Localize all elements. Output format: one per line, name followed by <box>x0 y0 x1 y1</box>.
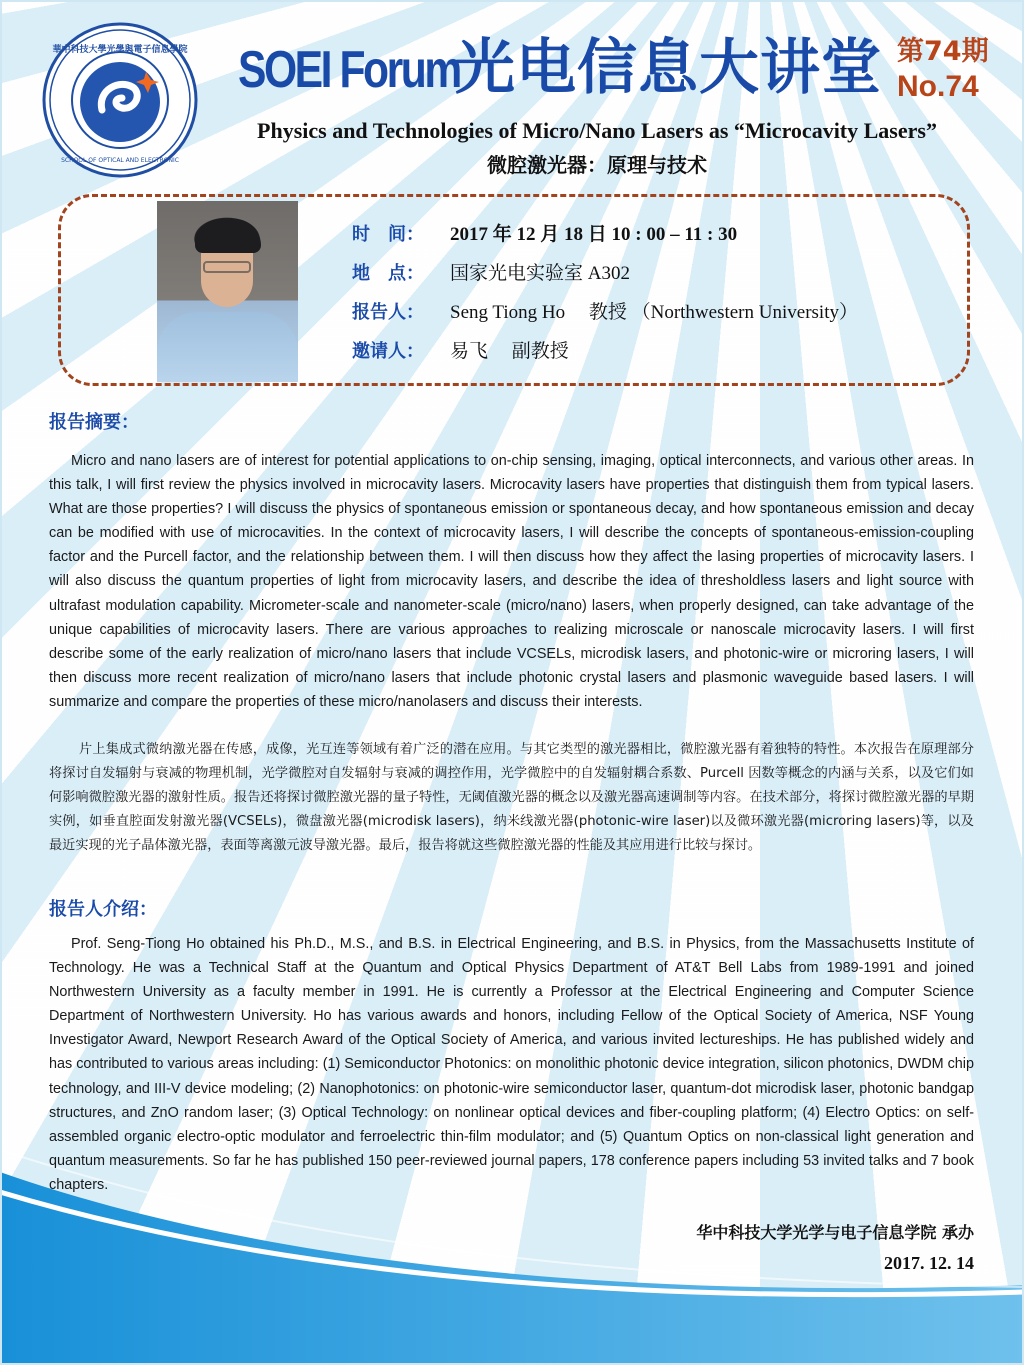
speaker-value: Seng Tiong Ho 教授 （Northwestern University） <box>450 302 858 323</box>
abstract-heading: 报告摘要： <box>49 412 139 433</box>
time-label: 时 间： <box>352 224 424 245</box>
forum-title-cn: 光电信息大讲堂 <box>455 33 882 103</box>
svg-text:SCHOOL OF OPTICAL AND ELECTRON: SCHOOL OF OPTICAL AND ELECTRONIC <box>61 157 179 164</box>
location-label: 地 点： <box>352 263 424 284</box>
host-value: 易飞 副教授 <box>450 341 569 362</box>
location-value: 国家光电实验室 A302 <box>450 263 630 284</box>
host-label: 邀请人： <box>352 341 424 362</box>
abstract-paragraph-cn: 片上集成式微纳激光器在传感，成像，光互连等领域有着广泛的潜在应用。与其它类型的激光器相比，微腔激光器有着独特的特性。本次报告在原理部分将探讨自发辐射与衰减的物理机制，光学微腔对自发辐射与衰减的调控作用，光学微腔中的自发辐射耦合系数、Purcell 因数等概念的内涵与关系，以及它们如何影响微腔激光器的激射性质。报告还将探讨微腔激光器的量子特性，无阈值激光器的概念以及激光器高速调制等内容。在技术部分，将探讨微腔激光器的早期实例，如垂直腔面发射激光器(VCSELs)，微盘激光器(microdisk lasers)，纳米线激光器(photonic-wire laser)以及微环激光器(microring lasers)等，以及最近实现的光子晶体激光器，表面等离激元波导激光器。最后，报告将就这些微腔激光器的性能及其应用进行比较与探讨。 <box>49 742 974 854</box>
forum-title-en: SOEI Forum <box>238 41 460 99</box>
publish-date: 2017. 12. 14 <box>884 1253 974 1273</box>
info-row-speaker <box>352 298 858 328</box>
speaker-photo <box>157 201 298 382</box>
bio-paragraph: Prof. Seng-Tiong Ho obtained his Ph.D., M.S., and B.S. in Electrical Engineering, and B.S. in Physics, from the Massachusetts Institute of Technology. He was a Technical Staff at the Quantum and Optical Physics Department of AT&T Bell Labs from 1989-1991 and joined Northwestern University as a faculty member in 1991. He is currently a Professor at the Electrical Engineering and Computer Science Department of Northwestern University. Ho has various awards and honors, including Fellow of the Optical Society of America, NSF Young Investigator Award, Newport Research Award of the Optical Society of America, and various invited lectureships. He has published widely and has contributed to various areas including: (1) Semiconductor Photonics: on monolithic photonic device integration, silicon photonics, DWDM chip technology, and III-V device modeling; (2) Nanophotonics: on photonic-wire semiconductor laser, quantum-dot microdisk laser, photonic bandgap structures, and ZnO random laser; (3) Optical Technology: on nonlinear optical devices and fiber-coupling platform; (4) Electro Optics: on self-assembled organic electro-optic modulator and ferroelectric thin-film modulator; and (5) Quantum Optics on non-classical light generation and quantum measurements. So far he has published 150 peer-reviewed journal papers, 178 conference papers including 53 invited talks and 7 book chapters. <box>49 936 974 1193</box>
issue-number-en: No.74 <box>897 70 979 103</box>
abstract-paragraph-en: Micro and nano lasers are of interest for potential applications to on-chip sensing, imaging, optical interconnects, and various other areas. In this talk, I will first review the physics involved in microcavity lasers. Microcavity lasers have properties that distinguish them from typical lasers. What are those properties? I will discuss the physics of spontaneous emission or spontaneous decay, and how spontaneous emission and decay can be modified with use of microcavities. In the context of microcavity lasers, I will describe the concepts of spontaneous-emission-coupling factor and the Purcell factor, and the relationship between them. I will then discuss how they affect the lasing properties of microcavity lasers. I will also discuss the quantum properties of light from microcavity lasers, and describe the idea of thresholdless lasers and light source with ultrafast modulation capability. Micrometer-scale and nanometer-scale (micro/nano) lasers, when properly designed, can take advantage of the unique capabilities of microcavity lasers. There are various approaches to realizing microscale or nanoscale microcavity lasers. I will first describe some of the early realization of micro/nano lasers that include VCSELs, microdisk lasers, and photonic-wire or microring lasers, I will then discuss more recent realization of micro/nano lasers that include photonic crystal lasers and plasmonic waveguide based lasers. I will summarize and compare the properties of these micro/nanolasers and discuss their interests. <box>49 453 974 710</box>
speaker-label: 报告人： <box>352 302 424 323</box>
info-row-location <box>352 259 630 289</box>
info-row-time <box>352 220 737 250</box>
time-value: 2017 年 12 月 18 日 10 : 00 – 11 : 30 <box>450 224 738 245</box>
talk-title-cn: 微腔激光器：原理与技术 <box>487 153 707 177</box>
info-row-host <box>352 337 569 367</box>
bio-heading: 报告人介绍： <box>49 899 157 920</box>
talk-title-en: Physics and Technologies of Micro/Nano Lasers as “Microcavity Lasers” <box>257 118 937 143</box>
svg-text:華中科技大學光學與電子信息學院: 華中科技大學光學與電子信息學院 <box>52 45 188 55</box>
organizer-text: 华中科技大学光学与电子信息学院 承办 <box>696 1223 974 1242</box>
issue-number-cn: 第74期 <box>897 36 989 67</box>
